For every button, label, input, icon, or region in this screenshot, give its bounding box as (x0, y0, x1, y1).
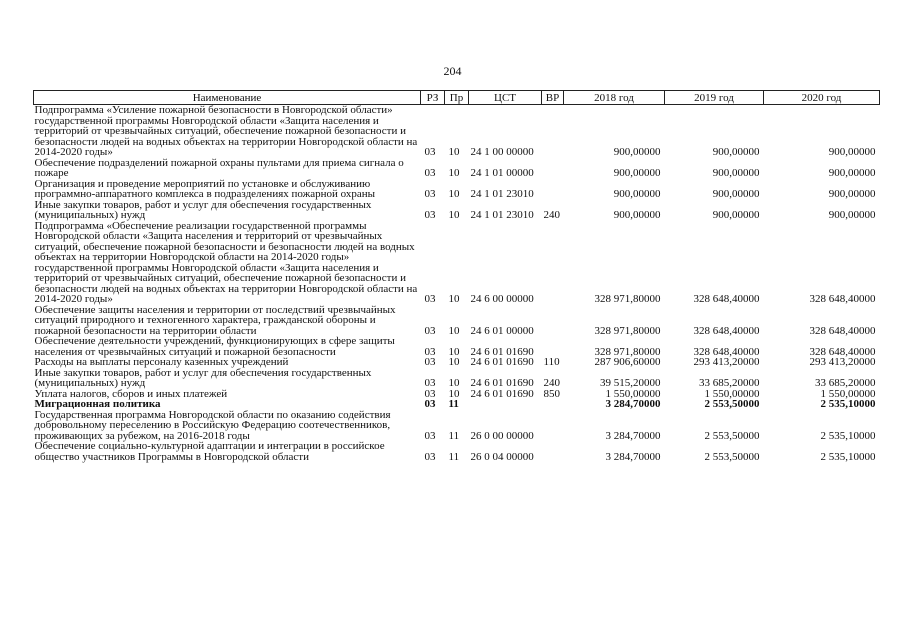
header-name: Наименование (34, 91, 421, 105)
row-cst (469, 399, 542, 410)
row-rz: 03 (424, 429, 436, 442)
row-vr (542, 305, 564, 337)
row-pr: 10 (448, 356, 460, 368)
row-pr: 10 (448, 387, 460, 400)
row-vr (542, 410, 564, 442)
row-cst: 24 6 01 01690 (470, 345, 534, 358)
row-2018: 328 971,80000 (594, 324, 661, 337)
row-rz: 03 (424, 398, 436, 410)
row-pr: 10 (448, 345, 460, 358)
table-row (34, 305, 880, 337)
budget-table (33, 90, 880, 462)
row-2019: 33 685,20000 (699, 377, 760, 389)
row-name: Обеспечение деятельности учреждений, функционирующих в сфере защиты населения от чрезвычайных ситуаций и пожарной безопасности (34, 335, 395, 358)
row-2019: 900,00000 (712, 146, 760, 158)
row-2019: 2 553,50000 (704, 450, 760, 463)
row-vr (542, 441, 564, 462)
table-header-row (34, 91, 880, 105)
table-row (34, 441, 880, 462)
row-rz: 03 (424, 293, 436, 305)
table-body (34, 105, 880, 463)
row-2020: 293 413,20000 (809, 356, 876, 368)
row-cst: 24 6 01 00000 (470, 324, 534, 337)
row-cst: 24 1 01 23010 (470, 188, 534, 200)
row-name: Миграционная политика (34, 398, 161, 410)
row-2020: 900,00000 (828, 146, 876, 158)
row-2018: 900,00000 (613, 146, 661, 158)
row-2020: 900,00000 (828, 209, 876, 221)
row-vr (542, 158, 564, 179)
row-rz: 03 (424, 188, 436, 200)
row-name: Организация и проведение мероприятий по установке и обслуживанию программно-аппаратного комплекса в подразделениях пожарной охраны (34, 177, 376, 200)
row-vr (542, 221, 564, 305)
row-pr: 10 (448, 146, 460, 158)
header-pr: Пр (445, 91, 469, 105)
row-pr: 10 (448, 324, 460, 337)
row-cst: 24 1 00 00000 (470, 146, 534, 158)
row-rz: 03 (424, 324, 436, 337)
row-name: Обеспечение социально-культурной адаптации и интеграции в российское общество участников Программы в Новгородской области (34, 440, 385, 463)
row-pr: 10 (448, 377, 460, 389)
row-2020: 2 535,10000 (820, 450, 876, 463)
row-name: Расходы на выплаты персоналу казенных учреждений (34, 356, 289, 368)
row-vr (542, 105, 564, 158)
row-2018: 3 284,70000 (605, 398, 661, 410)
row-name: Обеспечение подразделений пожарной охраны пультами для приема сигнала о пожаре (34, 156, 404, 179)
row-2019: 328 648,40000 (693, 324, 760, 337)
header-2020: 2020 год (764, 91, 880, 105)
page-number: 204 (443, 64, 462, 78)
row-2019: 2 553,50000 (704, 398, 760, 410)
row-2019: 328 648,40000 (693, 293, 760, 305)
row-2018: 287 906,60000 (594, 356, 661, 368)
table-row (34, 410, 880, 442)
table-row (34, 221, 880, 305)
row-2020: 1 550,00000 (820, 387, 876, 400)
row-pr: 11 (448, 398, 459, 410)
row-name: Обеспечение защиты населения и территории от последствий чрезвычайных ситуаций природного и техногенного характера, гражданской обороны и пожарной безопасности на территории области (34, 303, 396, 337)
table-row (34, 200, 880, 221)
row-pr: 10 (448, 209, 460, 221)
row-2020: 33 685,20000 (815, 377, 876, 389)
table-row (34, 105, 880, 158)
row-pr: 11 (448, 450, 460, 463)
row-2020: 328 648,40000 (809, 293, 876, 305)
table-row (34, 179, 880, 200)
row-rz: 03 (424, 450, 436, 463)
table-row (34, 368, 880, 389)
row-cst: 26 0 04 00000 (470, 450, 534, 463)
row-name: Подпрограмма «Обеспечение реализации государственной программы Новгородской области «Защита населения и территорий от чрезвычайных ситуаций, обеспечение пожарной безопасности и безопасности людей на водных объектах на территории Новгородской области на 2014-2020 годы» государственной программы Новгородской области «Защита населения и территорий от чрезвычайных ситуаций, обеспечение пожарной безопасности и безопасности людей на водных объектах на территории Новгородской области на 2014-2020 годы» (34, 219, 418, 305)
row-2018: 900,00000 (613, 167, 661, 179)
row-pr: 10 (448, 293, 460, 305)
row-2018: 328 971,80000 (594, 293, 661, 305)
row-cst: 24 6 01 01690 (470, 377, 534, 389)
row-2020: 900,00000 (828, 167, 876, 179)
row-2019: 900,00000 (712, 167, 760, 179)
row-cst: 26 0 00 00000 (470, 429, 534, 442)
row-vr (542, 399, 564, 410)
row-2020: 328 648,40000 (809, 345, 876, 358)
row-cst: 24 6 01 01690 (470, 356, 534, 368)
row-pr: 10 (448, 167, 460, 179)
row-cst: 24 6 01 01690 (470, 387, 534, 400)
row-vr (542, 336, 564, 357)
row-name: Иные закупки товаров, работ и услуг для обеспечения государственных (муниципальных) нужд (34, 366, 372, 389)
row-vr: 240 (543, 209, 560, 221)
row-vr: 240 (543, 377, 560, 389)
row-name: Иные закупки товаров, работ и услуг для обеспечения государственных (муниципальных) нужд (34, 198, 372, 221)
row-cst: 24 1 01 23010 (470, 209, 534, 221)
row-2019: 1 550,00000 (704, 387, 760, 400)
header-cst: ЦСТ (469, 91, 542, 105)
row-2020: 328 648,40000 (809, 324, 876, 337)
row-vr (542, 179, 564, 200)
row-2018: 3 284,70000 (605, 450, 661, 463)
row-2020: 2 535,10000 (820, 398, 876, 410)
row-cst: 24 6 00 00000 (470, 293, 534, 305)
row-2019: 328 648,40000 (693, 345, 760, 358)
row-name: Государственная программа Новгородской области по оказанию содействия добровольному переселению в Российскую Федерацию соотечественников, проживающих за рубежом, на 2016-2018 годы (34, 408, 391, 442)
row-2018: 1 550,00000 (605, 387, 661, 400)
table-row (34, 158, 880, 179)
header-2018: 2018 год (564, 91, 665, 105)
table-row (34, 399, 880, 410)
row-2018: 900,00000 (613, 209, 661, 221)
header-vr: ВР (542, 91, 564, 105)
row-name: Уплата налогов, сборов и иных платежей (34, 387, 228, 400)
row-vr: 110 (543, 356, 560, 368)
row-rz: 03 (424, 345, 436, 358)
header-rz: РЗ (421, 91, 445, 105)
row-rz: 03 (424, 167, 436, 179)
row-2018: 39 515,20000 (600, 377, 661, 389)
row-rz: 03 (424, 209, 436, 221)
row-name: Подпрограмма «Усиление пожарной безопасности в Новгородской области» государственной программы Новгородской области «Защита населения и территорий от чрезвычайных ситуаций, обеспечение пожарной безопасности и безопасности людей на водных объектах на территории Новгородской области на 2014-2020 годы» (34, 104, 418, 158)
row-rz: 03 (424, 146, 436, 158)
row-2020: 2 535,10000 (820, 429, 876, 442)
row-2018: 900,00000 (613, 188, 661, 200)
header-2019: 2019 год (665, 91, 764, 105)
row-2019: 900,00000 (712, 209, 760, 221)
row-pr: 11 (448, 429, 460, 442)
row-2019: 293 413,20000 (693, 356, 760, 368)
row-2019: 900,00000 (712, 188, 760, 200)
row-pr: 10 (448, 188, 460, 200)
row-rz: 03 (424, 377, 436, 389)
table-row (34, 336, 880, 357)
row-2019: 2 553,50000 (704, 429, 760, 442)
row-cst: 24 1 01 00000 (470, 167, 534, 179)
row-2018: 328 971,80000 (594, 345, 661, 358)
row-rz: 03 (424, 387, 436, 400)
row-2020: 900,00000 (828, 188, 876, 200)
row-rz: 03 (424, 356, 436, 368)
row-vr: 850 (543, 387, 560, 400)
row-2018: 3 284,70000 (605, 429, 661, 442)
table-row (34, 357, 880, 368)
